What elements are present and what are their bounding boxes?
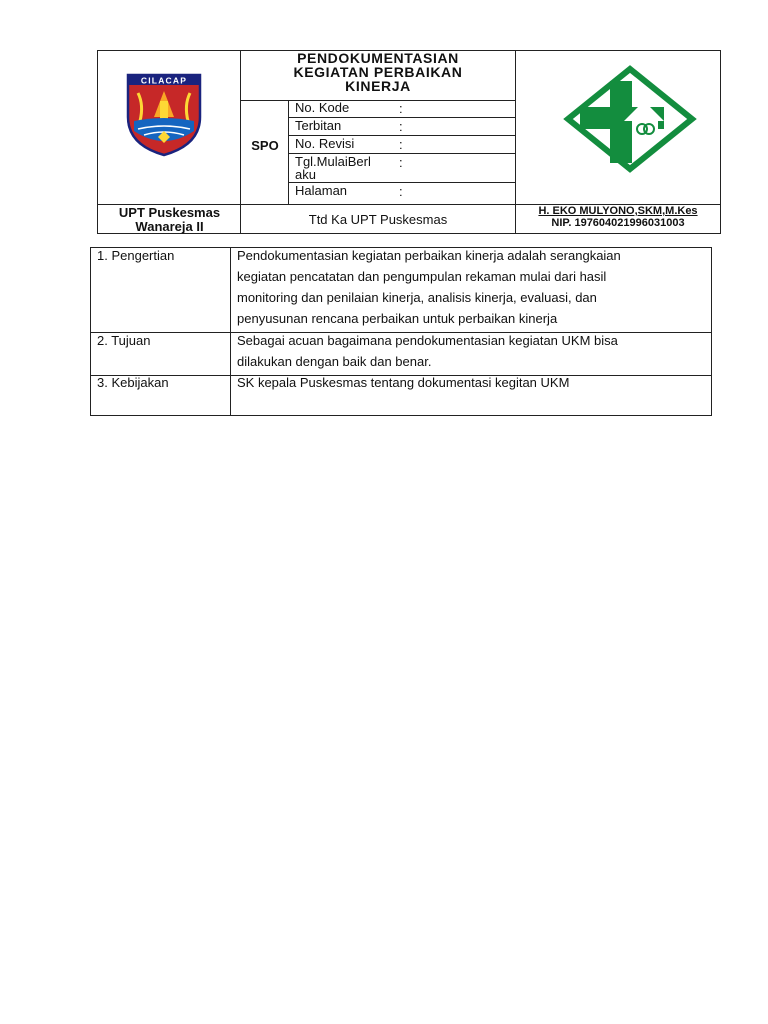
signer-name: H. EKO MULYONO,SKM,M.Kes	[538, 205, 698, 217]
text-line: Pendokumentasian kegiatan perbaikan kinerja adalah serangkaian	[237, 248, 621, 263]
unit-name	[99, 206, 240, 234]
field-label-line: aku	[295, 167, 316, 182]
text-line: monitoring dan penilaian kinerja, analisis kinerja, evaluasi, dan	[237, 290, 597, 305]
signer-nip: NIP. 197604021996031003	[551, 217, 685, 229]
document-title	[242, 51, 514, 93]
signer-block	[516, 205, 720, 229]
title-line: PENDOKUMENTASIAN	[297, 50, 459, 66]
field-colon: :	[399, 119, 403, 134]
text-line: dilakukan dengan baik dan benar.	[237, 354, 432, 369]
field-no-revisi-label: No. Revisi	[295, 136, 355, 151]
text-line: Sebagai acuan bagaimana pendokumentasian kegiatan UKM bisa	[237, 333, 618, 348]
section-label-tujuan: 2. Tujuan	[97, 333, 151, 348]
title-line: KINERJA	[345, 78, 411, 94]
svg-text:CILACAP: CILACAP	[140, 75, 188, 86]
puskesmas-cross-house-icon	[552, 63, 708, 175]
section-text-pengertian	[237, 245, 707, 329]
field-colon: :	[399, 101, 403, 116]
section-label-pengertian: 1. Pengertian	[97, 248, 175, 263]
cilacap-crest-logo	[124, 71, 204, 157]
section-text-tujuan	[237, 330, 707, 372]
title-line: KEGIATAN PERBAIKAN	[293, 64, 463, 80]
field-colon: :	[399, 155, 403, 170]
section-text-kebijakan	[237, 372, 707, 393]
text-line: penyusunan rencana perbaikan untuk perbaikan kinerja	[237, 311, 558, 326]
text-line: kegiatan pencatatan dan pengumpulan rekaman mulai dari hasil	[237, 269, 607, 284]
spo-label: SPO	[251, 138, 279, 153]
unit-line: Wanareja II	[135, 219, 204, 234]
field-label-line: Tgl.MulaiBerl	[295, 154, 371, 169]
text-line: SK kepala Puskesmas tentang dokumentasi kegitan UKM	[237, 375, 570, 390]
field-tgl-mulai-label	[295, 155, 371, 181]
unit-line: UPT Puskesmas	[118, 205, 221, 220]
section-label-kebijakan: 3. Kebijakan	[97, 375, 169, 390]
field-no-kode-label: No. Kode	[295, 100, 350, 115]
field-colon: :	[399, 184, 403, 199]
field-colon: :	[399, 137, 403, 152]
puskesmas-logo	[552, 63, 708, 175]
cilacap-regency-crest-icon	[124, 71, 204, 157]
signature-caption: Ttd Ka UPT Puskesmas	[308, 212, 448, 227]
field-terbitan-label: Terbitan	[295, 118, 342, 133]
field-halaman-label: Halaman	[295, 183, 348, 198]
